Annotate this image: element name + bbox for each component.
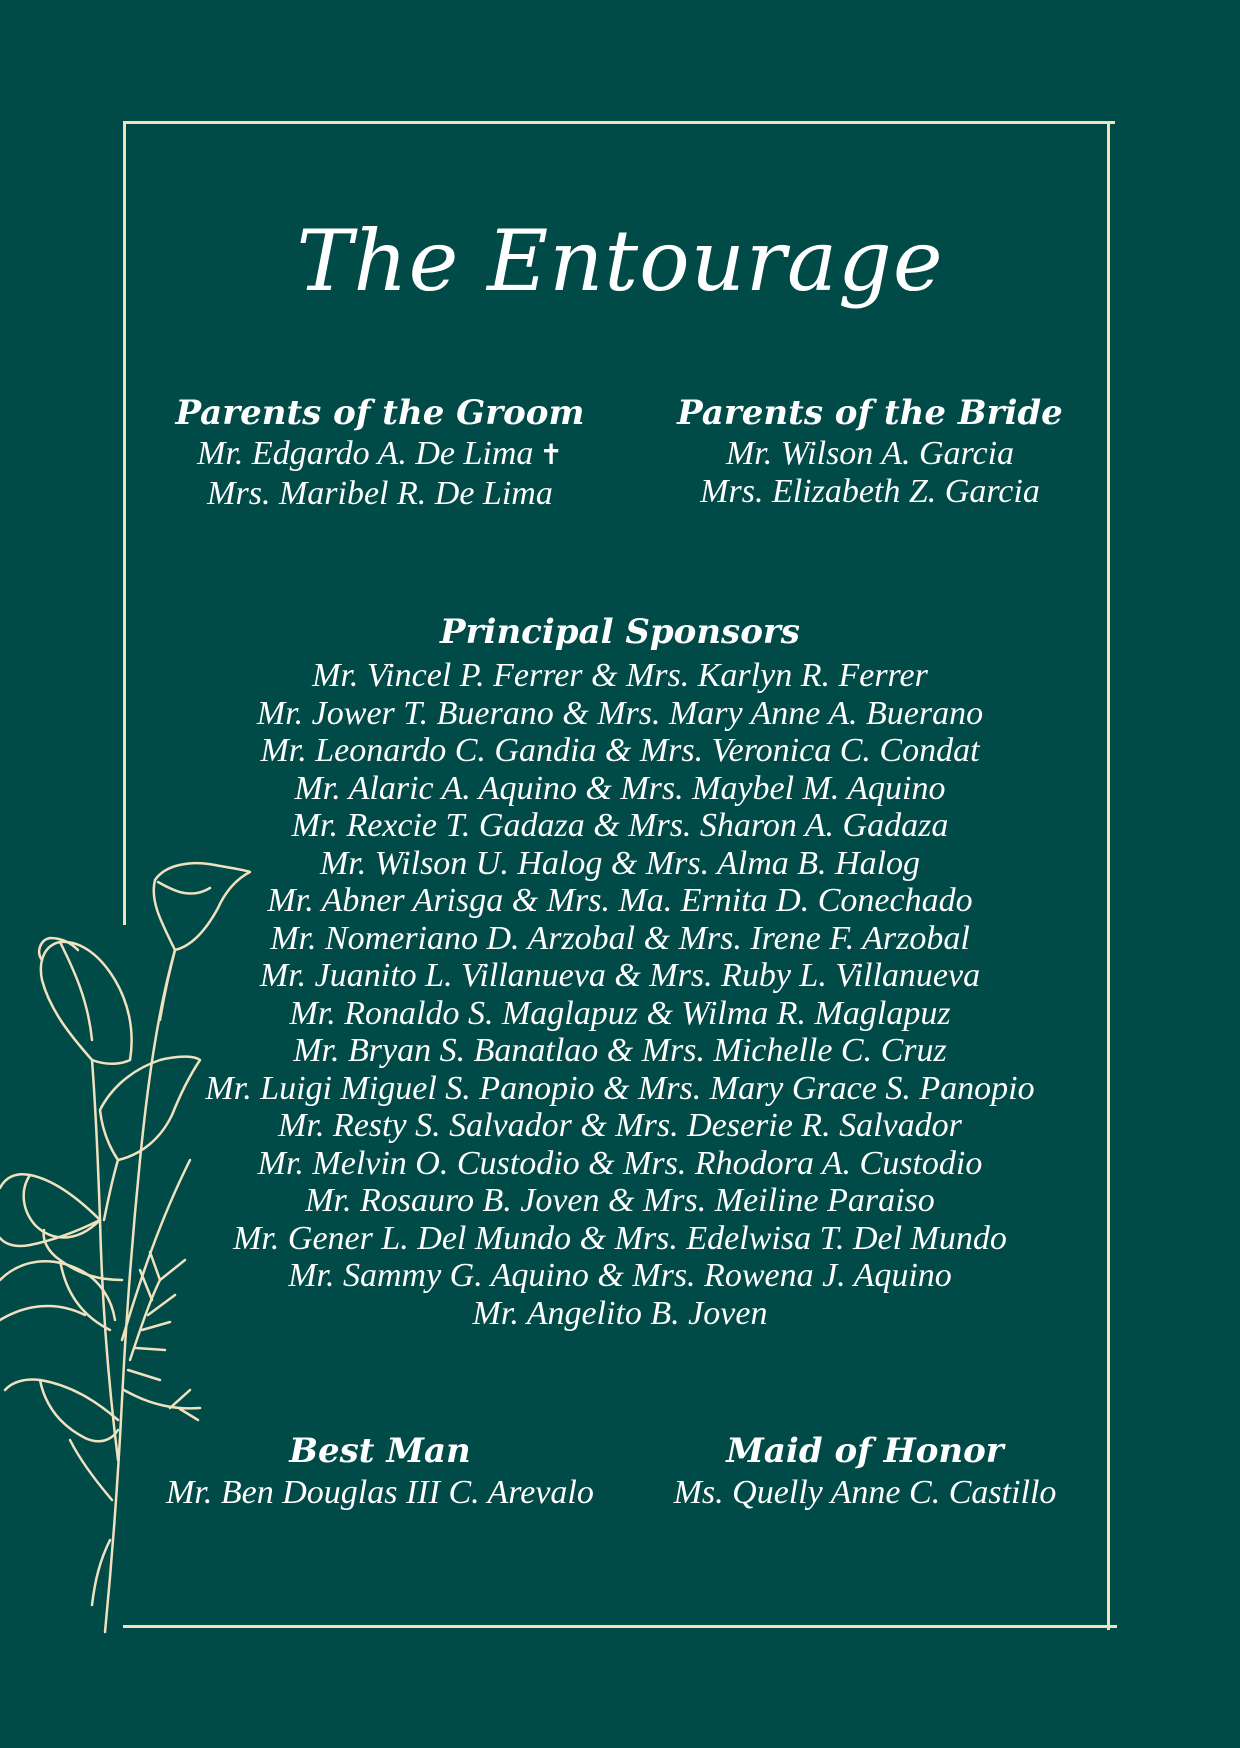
- best-man-name: Mr. Ben Douglas III C. Arevalo: [166, 1474, 594, 1511]
- groom-parents-section: [150, 388, 610, 512]
- best-man-heading: Best Man: [289, 1431, 471, 1471]
- maid-of-honor-name: Ms. Quelly Anne C. Castillo: [673, 1474, 1057, 1511]
- frame-bottom-border: [123, 1625, 1117, 1628]
- sponsor-row: Mr. Bryan S. Banatlao & Mrs. Michelle C. Cruz: [293, 1032, 947, 1069]
- sponsor-row: Mr. Melvin O. Custodio & Mrs. Rhodora A. Custodio: [257, 1144, 983, 1182]
- sponsor-row: Mr. Ronaldo S. Maglapuz & Wilma R. Maglapuz: [289, 994, 951, 1032]
- bride-parents-section: [640, 388, 1100, 510]
- sponsor-row: Mr. Alaric A. Aquino & Mrs. Maybel M. Aquino: [294, 769, 946, 807]
- groom-father-name: [150, 435, 610, 475]
- groom-father-label: Mr. Edgardo A. De Lima: [197, 435, 534, 472]
- maid-of-honor-heading: Maid of Honor: [726, 1431, 1004, 1471]
- sponsor-row: Mr. Resty S. Salvador & Mrs. Deserie R. Salvador: [278, 1107, 962, 1144]
- sponsor-row: Mr. Juanito L. Villanueva & Mrs. Ruby L. Villanueva: [259, 957, 981, 994]
- sponsor-row: Mr. Leonardo C. Gandia & Mrs. Veronica C. Condat: [260, 732, 980, 769]
- sponsor-row: Mr. Angelito B. Joven: [472, 1294, 768, 1332]
- principal-sponsors-section: [150, 607, 1090, 1332]
- best-man-section: [140, 1426, 620, 1512]
- principal-sponsors-heading: Principal Sponsors: [440, 612, 800, 652]
- bride-mother-name: Mrs. Elizabeth Z. Garcia: [700, 472, 1040, 510]
- sponsor-row: Mr. Luigi Miguel S. Panopio & Mrs. Mary Grace S. Panopio: [205, 1069, 1035, 1107]
- cross-icon: ✝: [539, 440, 563, 471]
- maid-of-honor-section: [640, 1426, 1090, 1512]
- sponsor-row: Mr. Nomeriano D. Arzobal & Mrs. Irene F. Arzobal: [270, 919, 970, 957]
- sponsor-row: Mr. Rexcie T. Gadaza & Mrs. Sharon A. Gadaza: [291, 807, 949, 844]
- sponsor-row: Mr. Wilson U. Halog & Mrs. Alma B. Halog: [319, 844, 921, 882]
- bride-parents-heading: Parents of the Bride: [677, 393, 1063, 433]
- sponsor-row: Mr. Abner Arisga & Mrs. Ma. Ernita D. Conechado: [267, 882, 973, 919]
- sponsor-row: Mr. Vincel P. Ferrer & Mrs. Karlyn R. Ferrer: [312, 657, 928, 694]
- page-title: The Entourage: [296, 212, 944, 310]
- groom-parents-heading: Parents of the Groom: [175, 393, 585, 433]
- groom-mother-name: Mrs. Maribel R. De Lima: [207, 474, 553, 512]
- sponsor-row: Mr. Gener L. Del Mundo & Mrs. Edelwisa T. Del Mundo: [233, 1219, 1007, 1257]
- frame-right-border: [1107, 124, 1110, 1630]
- sponsor-row: Mr. Jower T. Buerano & Mrs. Mary Anne A. Buerano: [256, 694, 984, 732]
- sponsor-row: Mr. Rosauro B. Joven & Mrs. Meiline Paraiso: [305, 1182, 935, 1219]
- frame-top-border: [123, 121, 1115, 124]
- bride-father-name: Mr. Wilson A. Garcia: [725, 435, 1015, 472]
- sponsor-row: Mr. Sammy G. Aquino & Mrs. Rowena J. Aquino: [288, 1257, 952, 1294]
